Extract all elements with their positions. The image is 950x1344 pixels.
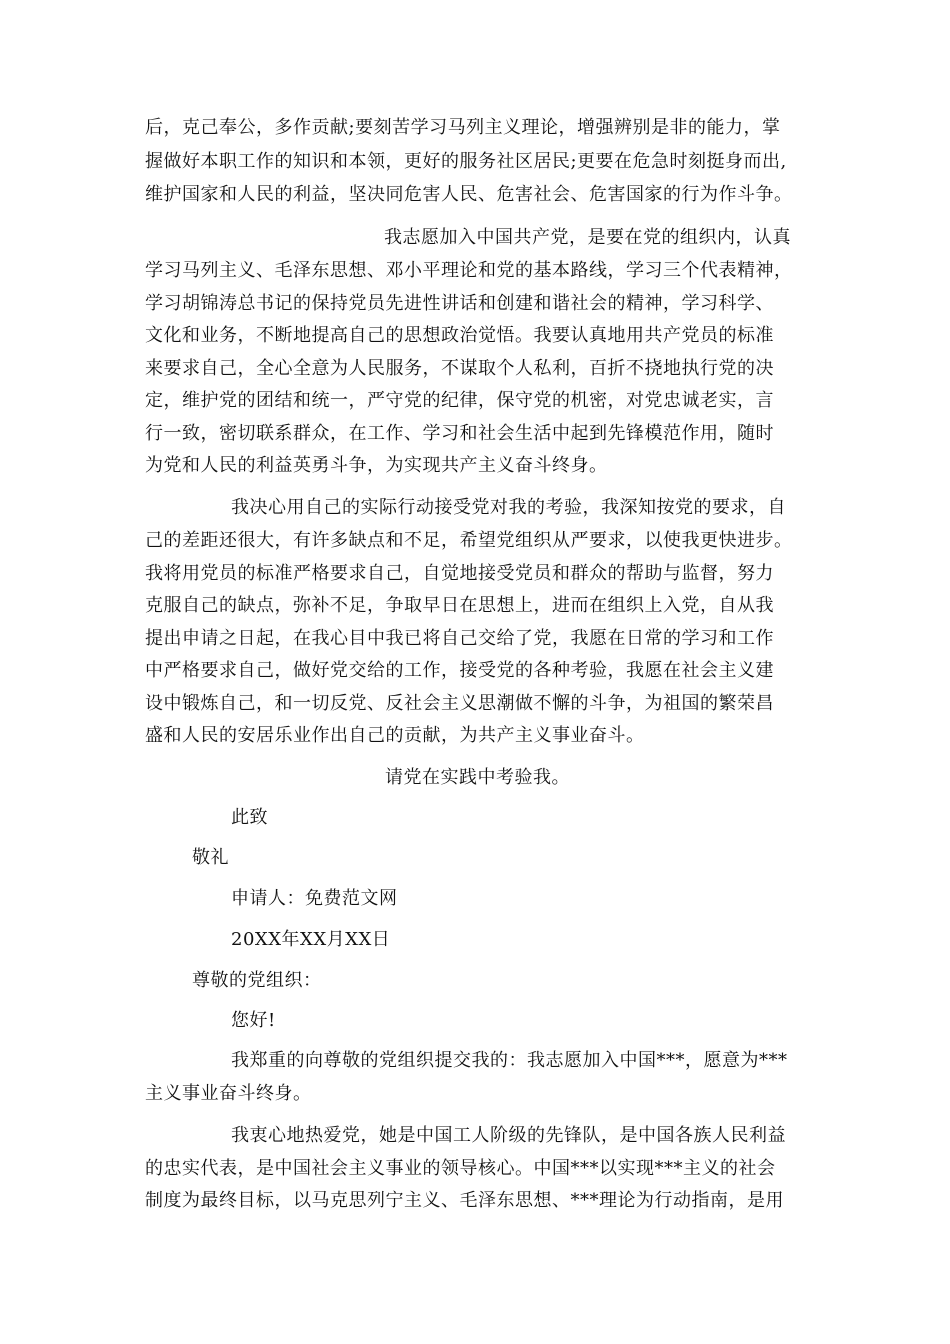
paragraph-2-line-5: 来要求自己，全心全意为人民服务，不谋取个人私利，百折不挠地执行党的决 xyxy=(145,358,774,379)
salutation: 尊敬的党组织： xyxy=(192,970,322,991)
paragraph-1-line-2: 握做好本职工作的知识和本领，更好的服务社区居民;更要在危急时刻挺身而出, xyxy=(145,151,787,172)
paragraph-5-line-3: 制度为最终目标，以马克思列宁主义、毛泽东思想、***理论为行动指南，是用 xyxy=(145,1190,784,1211)
paragraph-3-line-1: 我决心用自己的实际行动接受党对我的考验，我深知按党的要求，自 xyxy=(231,497,786,518)
paragraph-5-line-1: 我衷心地热爱党，她是中国工人阶级的先锋队，是中国各族人民利益 xyxy=(231,1125,786,1146)
closing-request: 请党在实践中考验我。 xyxy=(385,767,570,788)
paragraph-3-line-3: 我将用党员的标准严格要求自己，自觉地接受党员和群众的帮助与监督，努力 xyxy=(145,563,774,584)
paragraph-5-line-2: 的忠实代表，是中国社会主义事业的领导核心。中国***以实现***主义的社会 xyxy=(145,1158,776,1179)
paragraph-2-line-8: 为党和人民的利益英勇斗争，为实现共产主义奋斗终身。 xyxy=(145,455,608,476)
cizhi-text: 此致 xyxy=(231,807,268,828)
paragraph-1-line-1: 后，克己奉公，多作贡献;要刻苦学习马列主义理论，增强辨别是非的能力，掌 xyxy=(145,117,781,138)
application-date: 20XX年XX月XX日 xyxy=(231,929,391,950)
paragraph-1-line-3: 维护国家和人民的利益，坚决同危害人民、危害社会、危害国家的行为作斗争。 xyxy=(145,184,793,205)
paragraph-3-line-8: 盛和人民的安居乐业作出自己的贡献，为共产主义事业奋斗。 xyxy=(145,725,645,746)
paragraph-2-line-7: 行一致，密切联系群众，在工作、学习和社会生活中起到先锋模范作用，随时 xyxy=(145,423,774,444)
applicant-signature: 申请人：免费范文网 xyxy=(231,888,398,909)
paragraph-2-line-6: 定，维护党的团结和统一，严守党的纪律，保守党的机密，对党忠诚老实，言 xyxy=(145,390,774,411)
greeting: 您好! xyxy=(231,1010,276,1031)
paragraph-2-line-4: 文化和业务，不断地提高自己的思想政治觉悟。我要认真地用共产党员的标准 xyxy=(145,325,774,346)
paragraph-3-line-6: 中严格要求自己，做好党交给的工作，接受党的各种考验，我愿在社会主义建 xyxy=(145,660,774,681)
paragraph-4-line-1: 我郑重的向尊敬的党组织提交我的：我志愿加入中国***，愿意为*** xyxy=(231,1050,788,1071)
paragraph-2-line-1: 我志愿加入中国共产党，是要在党的组织内，认真 xyxy=(384,227,791,248)
paragraph-2-line-2: 学习马列主义、毛泽东思想、邓小平理论和党的基本路线，学习三个代表精神， xyxy=(145,260,793,281)
paragraph-4-line-2: 主义事业奋斗终身。 xyxy=(145,1083,312,1104)
paragraph-3-line-5: 提出申请之日起，在我心目中我已将自己交给了党，我愿在日常的学习和工作 xyxy=(145,628,774,649)
paragraph-3-line-7: 设中锻炼自己，和一切反党、反社会主义思潮做不懈的斗争，为祖国的繁荣昌 xyxy=(145,693,774,714)
paragraph-3-line-2: 己的差距还很大，有许多缺点和不足，希望党组织从严要求，以使我更快进步。 xyxy=(145,530,793,551)
paragraph-2-line-3: 学习胡锦涛总书记的保持党员先进性讲话和创建和谐社会的精神，学习科学、 xyxy=(145,293,774,314)
paragraph-3-line-4: 克服自己的缺点，弥补不足，争取早日在思想上，进而在组织上入党，自从我 xyxy=(145,595,774,616)
jingli-text: 敬礼 xyxy=(192,847,229,868)
